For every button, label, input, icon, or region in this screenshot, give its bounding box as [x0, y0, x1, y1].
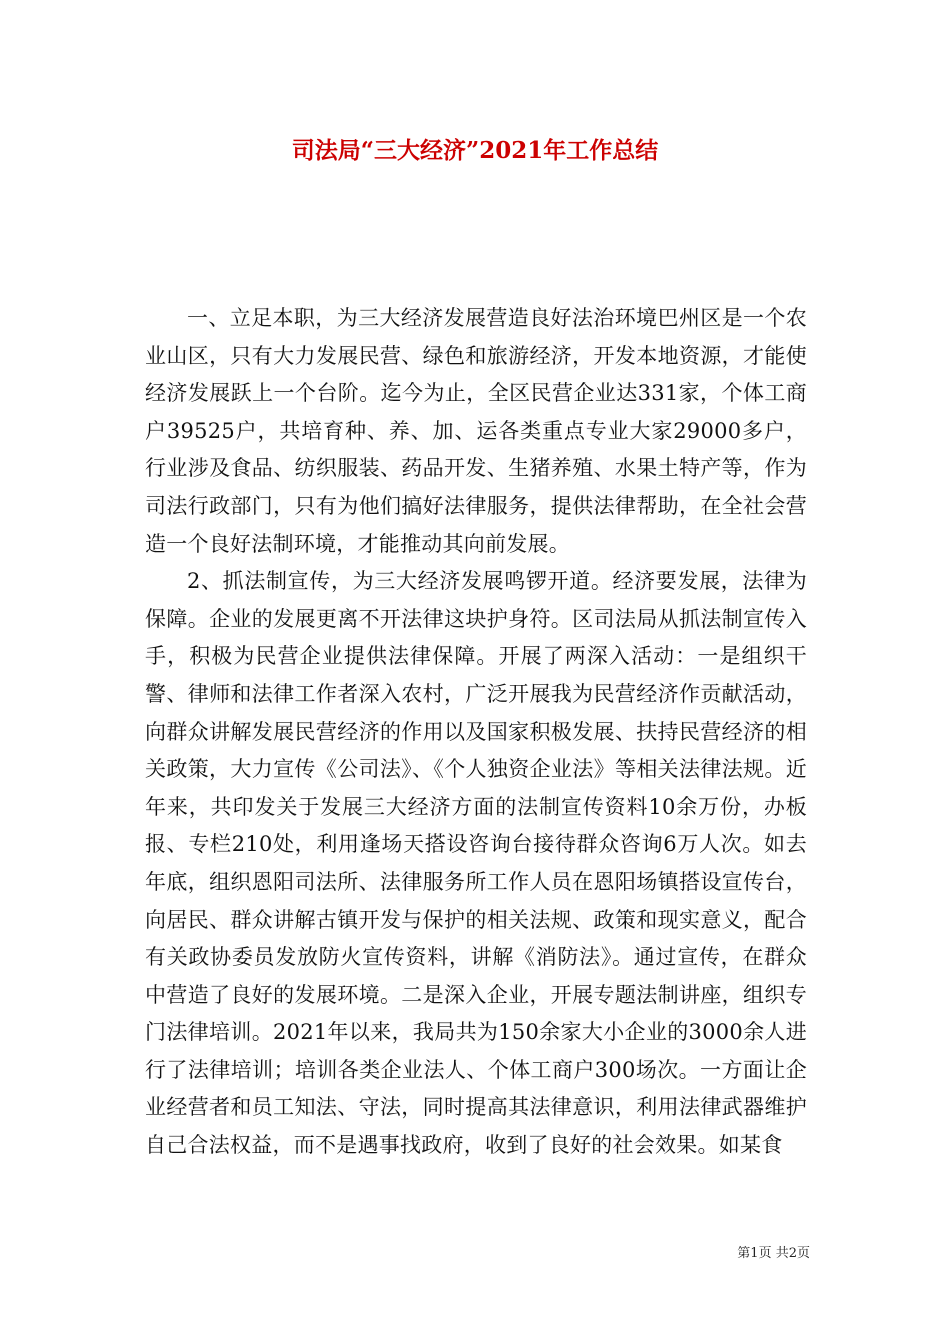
- document-title: 司法局“三大经济”2021年工作总结: [291, 137, 659, 164]
- page-number-footer: [737, 1245, 810, 1263]
- footer-prefix: 第: [737, 1246, 751, 1261]
- document-body: [145, 300, 807, 1165]
- paragraph-1: 一、立足本职，为三大经济发展营造良好法治环境巴州区是一个农业山区，只有大力发展民营、绿色和旅游经济，开发本地资源，才能使经济发展跃上一个台阶。迄今为止，全区民营企业达331家，个体工商户39525户，共培育种、养、加、运各类重点专业大家29000多户，行业涉及食品、纺织服装、药品开发、生猪养殖、水果土特产等，作为司法行政部门，只有为他们搞好法律服务，提供法律帮助，在全社会营造一个良好法制环境，才能推动其向前发展。: [145, 306, 807, 556]
- total-pages-number: 2: [788, 1246, 797, 1261]
- paragraph-2: 2、抓法制宣传，为三大经济发展鸣锣开道。经济要发展，法律为保障。企业的发展更离不开法律这块护身符。区司法局从抓法制宣传入手，积极为民营企业提供法律保障。开展了两深入活动：一是组织干警、律师和法律工作者深入农村，广泛开展我为民营经济作贡献活动，向群众讲解发展民营经济的作用以及国家积极发展、扶持民营经济的相关政策，大力宣传《公司法》、《个人独资企业法》等相关法律法规。近年来，共印发关于发展三大经济方面的法制宣传资料10余万份，办板报、专栏210处，利用逢场天搭设咨询台接待群众咨询6万人次。如去年底，组织恩阳司法所、法律服务所工作人员在恩阳场镇搭设宣传台，向居民、群众讲解古镇开发与保护的相关法规、政策和现实意义，配合有关政协委员发放防火宣传资料，讲解《消防法》。通过宣传，在群众中营造了良好的发展环境。二是深入企业，开展专题法制讲座，组织专门法律培训。2021年以来，我局共为150余家大小企业的3000余人进行了法律培训；培训各类企业法人、个体工商户300场次。一方面让企业经营者和员工知法、守法，同时提高其法律意识，利用法律武器维护自己合法权益，而不是遇事找政府，收到了良好的社会效果。如某食: [145, 569, 807, 1158]
- footer-middle: 页 共: [758, 1246, 789, 1261]
- current-page-number: 1: [750, 1246, 759, 1261]
- footer-suffix: 页: [796, 1246, 810, 1261]
